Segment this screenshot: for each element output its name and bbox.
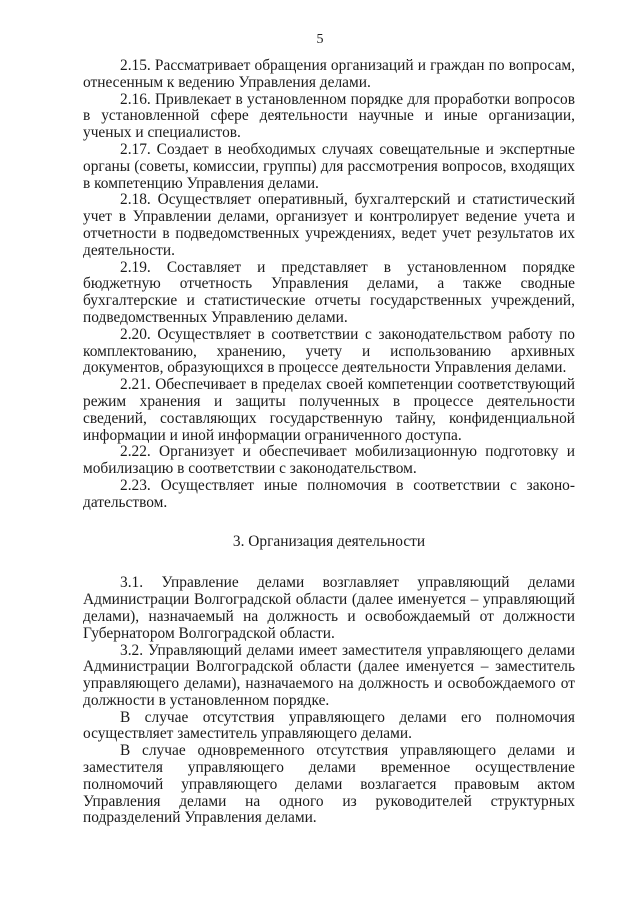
paragraph-2-23: 2.23. Осуществляет иные полномочия в соответствии с законо-дательством. (83, 476, 575, 511)
paragraph-2-21: 2.21. Обеспечивает в пределах своей компетенции соответствующий режим хранения и защиты полученных в процессе деятельности сведений, составляющих государственную тайну, конфиденциальной информации и иной информации ограниченного доступа. (83, 376, 575, 444)
paragraph-2-20: 2.20. Осуществляет в соответствии с законодательством работу по комплектованию, хранению, учету и использованию архивных документов, образующихся в процессе деятельности Управления делами. (83, 325, 575, 377)
section-heading: 3. Организация деятельности (232, 532, 426, 550)
page-number: 5 (316, 32, 324, 47)
paragraph-2-18: 2.18. Осуществляет оперативный, бухгалтерский и статистический учет в Управлении делами, организует и контролирует ведение учета и отчетности в подведомственных учреждениях, ведет учет результатов их деятельности. (83, 191, 575, 259)
document-body (83, 58, 575, 827)
paragraph-2-19: 2.19. Составляет и представляет в установленном порядке бюджетную отчетность Управления делами, а также сводные бухгалтерские и статистические отчеты государственных учреждений, подведомственных Управлению делами. (83, 258, 575, 326)
paragraph-2-15: 2.15. Рассматривает обращения организаций и граждан по вопросам, отнесенным к ведению Управления делами. (83, 57, 575, 91)
paragraph-2-17: 2.17. Создает в необходимых случаях совещательные и экспертные органы (советы, комиссии, группы) для рассмотрения вопросов, входящих в компетенцию Управления делами. (83, 140, 575, 192)
paragraph-absence: В случае отсутствия управляющего делами его полномочия осуществляет заместитель управляющего делами. (83, 708, 575, 743)
paragraph-2-16: 2.16. Привлекает в установленном порядке для проработки вопросов в установленной сфере деятельности научные и иные организации, ученых и специалистов. (83, 90, 575, 142)
paragraph-simultaneous-absence: В случае одновременного отсутствия управляющего делами и заместителя управляющего делами временное осуществление полномочий управляющего делами возлагается правовым актом Управления делами на одного из руководителей структурных подразделений Управления делами. (83, 742, 575, 827)
paragraph-3-2: 3.2. Управляющий делами имеет заместителя управляющего делами Администрации Волгоградской области (далее именуется – заместитель управляющего делами), назначаемого на должность и освобождаемого от должности в установленном порядке. (83, 641, 575, 709)
paragraph-3-1: 3.1. Управление делами возглавляет управляющий делами Администрации Волгоградской области (далее именуется – управляющий делами), назначаемый на должность и освобождаемый от должности Губернатором Волгоградской области. (83, 574, 575, 642)
paragraph-2-22: 2.22. Организует и обеспечивает мобилизационную подготовку и мобилизацию в соответствии с законодательством. (83, 443, 575, 478)
